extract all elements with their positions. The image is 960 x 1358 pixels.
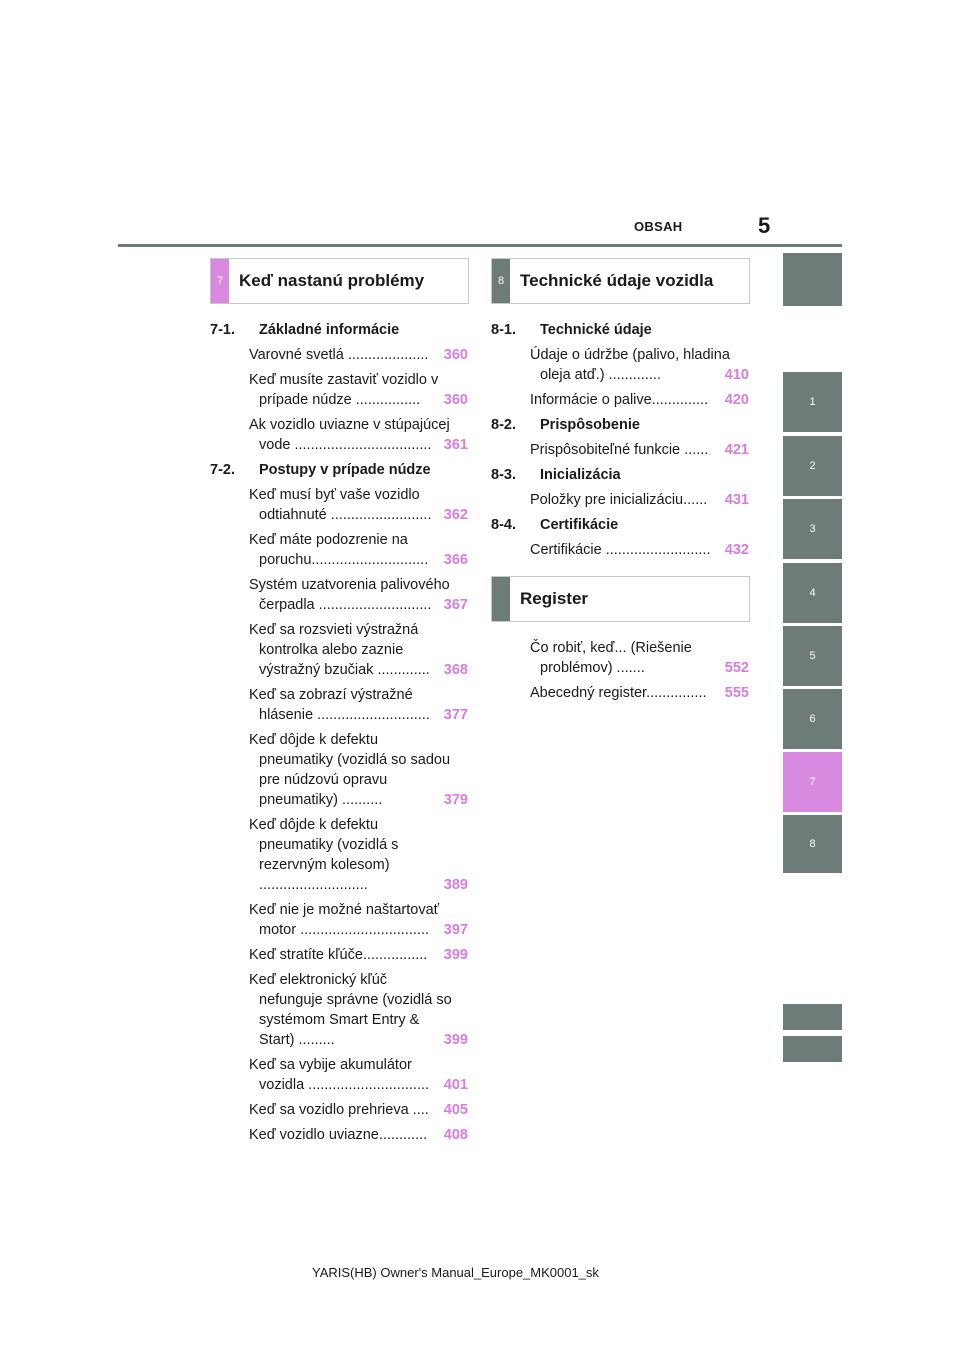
toc-entry-text: Údaje o údržbe (palivo, hladina oleja atď.) ............. [530,347,730,383]
chapter-tab-2[interactable]: 2 [783,436,842,496]
toc-entry-text: Abecedný register............... [530,685,707,701]
toc-entry-text: Keď dôjde k defektu pneumatiky (vozidlá so sadou pre núdzovú opravu pneumatiky) .......... [249,732,451,808]
chapter-tab-5[interactable]: 5 [783,626,842,686]
toc-entry-page[interactable]: 421 [724,442,749,458]
toc-group-number: 8-2. [491,417,516,433]
toc-entry-page[interactable]: 408 [443,1127,468,1143]
toc-entry-text: Ak vozidlo uviazne v stúpajúcej vode .................................. [249,417,450,453]
toc-entry-text: Keď musí byť vaše vozidlo odtiahnuté ......................... [249,487,432,523]
toc-entry[interactable] [249,685,468,725]
toc-entry[interactable] [530,540,749,560]
page-number: 5 [758,213,771,238]
toc-entry[interactable] [249,485,468,525]
toc-entry[interactable] [249,730,468,810]
toc-entry-text: Informácie o palive.............. [530,392,709,408]
toc-group-title: Prispôsobenie [540,417,640,433]
footer-manual-id: YARIS(HB) Owner's Manual_Europe_MK0001_sk [312,1265,599,1280]
toc-entry-page[interactable]: 379 [443,792,468,808]
chapter-tab-blank[interactable] [783,253,842,306]
toc-entry-text: Položky pre inicializáciu...... [530,492,708,508]
toc-entry[interactable] [249,1125,468,1145]
toc-entry[interactable] [249,815,468,895]
section-7-title: Keď nastanú problémy [239,271,425,290]
toc-entry-page[interactable]: 555 [724,685,749,701]
section-8-title: Technické údaje vozidla [520,271,714,290]
register-tab [492,577,510,621]
toc-entry-page[interactable]: 377 [443,707,468,723]
header-divider [118,244,842,247]
toc-group-heading[interactable] [491,415,749,435]
toc-group-number: 8-1. [491,322,516,338]
toc-entry[interactable] [249,620,468,680]
toc-group-title: Technické údaje [540,322,652,338]
toc-entry[interactable] [249,415,468,455]
toc-entry-text: Čo robiť, keď... (Riešenie problémov) ....... [530,640,692,676]
toc-entry-text: Keď nie je možné naštartovať motor ................................ [249,902,440,938]
toc-entry[interactable] [249,370,468,410]
chapter-tab-3[interactable]: 3 [783,499,842,559]
toc-entry[interactable] [530,683,749,703]
toc-entry-page[interactable]: 366 [443,552,468,568]
header-title: OBSAH [634,219,683,234]
toc-entry-text: Keď sa zobrazí výstražné hlásenie ............................ [249,687,430,723]
toc-group-heading[interactable] [210,460,468,480]
toc-entry-page[interactable]: 399 [443,1032,468,1048]
toc-group-heading[interactable] [491,320,749,340]
section-8-tab: 8 [492,259,510,303]
toc-entry[interactable] [530,390,749,410]
chapter-tab-1[interactable]: 1 [783,372,842,432]
section-7-tab: 7 [211,259,229,303]
register-heading[interactable] [491,576,750,622]
toc-entry-page[interactable]: 389 [443,877,468,893]
toc-entry-page[interactable]: 552 [724,660,749,676]
toc-entry[interactable] [530,490,749,510]
toc-group-title: Inicializácia [540,467,621,483]
toc-group-number: 7-2. [210,462,235,478]
toc-entry[interactable] [249,530,468,570]
section-8-heading[interactable] [491,258,750,304]
toc-entry-page[interactable]: 431 [724,492,749,508]
toc-entry-text: Keď dôjde k defektu pneumatiky (vozidlá s rezervným kolesom) ........................... [249,817,399,893]
toc-entry-text: Keď sa rozsvieti výstražná kontrolka alebo zaznie výstražný bzučiak ............. [249,622,430,678]
toc-entry-text: Keď sa vozidlo prehrieva .... [249,1102,429,1118]
toc-group-title: Postupy v prípade núdze [259,462,431,478]
toc-entry-text: Keď máte podozrenie na poruchu............................. [249,532,429,568]
toc-entry[interactable] [249,1055,468,1095]
chapter-tab-blank[interactable] [783,1004,842,1030]
toc-group-number: 7-1. [210,322,235,338]
toc-entry-page[interactable]: 368 [443,662,468,678]
toc-group-heading[interactable] [210,320,468,340]
toc-entry-text: Keď vozidlo uviazne............ [249,1127,428,1143]
toc-entry[interactable] [249,945,468,965]
toc-entry[interactable] [530,345,749,385]
toc-entry-text: Keď elektronický kľúč nefunguje správne (vozidlá so systémom Smart Entry & Start) ......... [249,972,452,1048]
toc-entry-page[interactable]: 405 [443,1102,468,1118]
toc-entry[interactable] [249,1100,468,1120]
toc-entry-text: Varovné svetlá .................... [249,347,429,363]
toc-group-title: Základné informácie [259,322,400,338]
toc-entry-text: Certifikácie .......................... [530,542,711,558]
chapter-tab-blank[interactable] [783,1036,842,1062]
toc-entry-text: Prispôsobiteľné funkcie ...... [530,442,709,458]
toc-column-section-7 [210,320,468,1150]
toc-entry[interactable] [530,440,749,460]
chapter-tab-7[interactable]: 7 [783,752,842,812]
toc-group-heading[interactable] [491,465,749,485]
toc-entry-page[interactable]: 362 [443,507,468,523]
chapter-tab-8[interactable]: 8 [783,815,842,873]
toc-column-section-8 [491,320,749,565]
toc-column-register [491,638,749,708]
toc-entry-page[interactable]: 401 [443,1077,468,1093]
toc-entry-page[interactable]: 367 [443,597,468,613]
toc-group-number: 8-3. [491,467,516,483]
toc-entry[interactable] [249,900,468,940]
toc-group-number: 8-4. [491,517,516,533]
toc-entry[interactable] [249,575,468,615]
chapter-tab-6[interactable]: 6 [783,689,842,749]
toc-group-title: Certifikácie [540,517,619,533]
toc-entry[interactable] [249,970,468,1050]
toc-entry-page[interactable]: 360 [443,347,468,363]
toc-entry-text: Keď stratíte kľúče................ [249,947,428,963]
toc-entry-page[interactable]: 361 [443,437,468,453]
toc-entry-text: Systém uzatvorenia palivového čerpadla ............................ [249,577,450,613]
toc-entry[interactable] [530,638,749,678]
toc-entry-page[interactable]: 360 [443,392,468,408]
toc-entry-page[interactable]: 399 [443,947,468,963]
toc-entry-page[interactable]: 410 [724,367,749,383]
toc-group-heading[interactable] [491,515,749,535]
section-7-heading[interactable] [210,258,469,304]
chapter-tab-4[interactable]: 4 [783,563,842,623]
toc-entry[interactable] [249,345,468,365]
toc-entry-text: Keď musíte zastaviť vozidlo v prípade núdze ................ [249,372,439,408]
toc-entry-page[interactable]: 432 [724,542,749,558]
register-title: Register [520,589,589,608]
toc-entry-page[interactable]: 420 [724,392,749,408]
toc-entry-text: Keď sa vybije akumulátor vozidla .............................. [249,1057,430,1093]
toc-entry-page[interactable]: 397 [443,922,468,938]
